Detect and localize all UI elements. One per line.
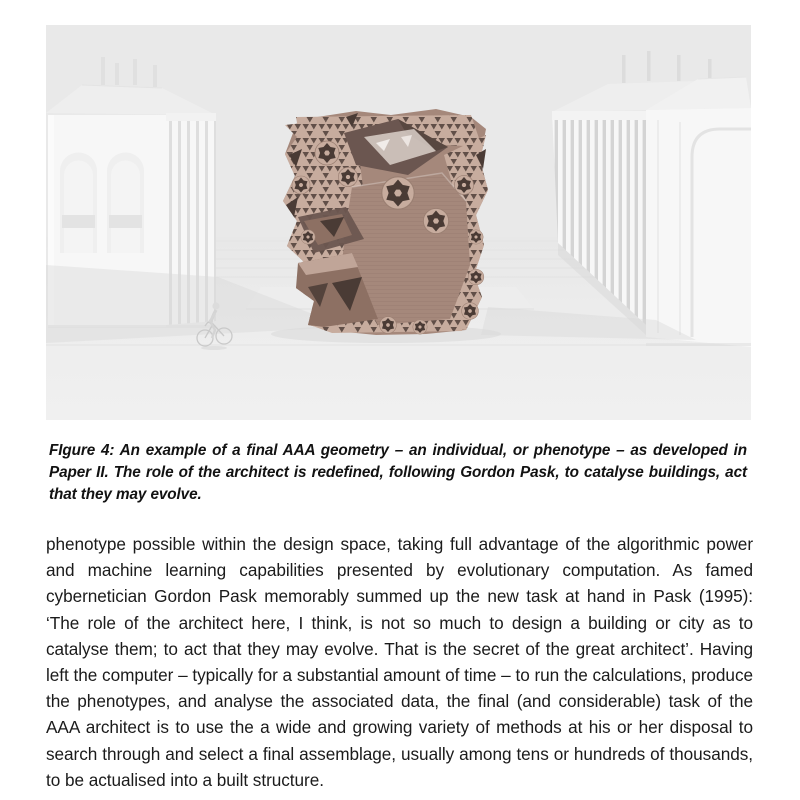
rider-head bbox=[212, 302, 219, 309]
figure-caption: FIgure 4: An example of a final AAA geometry – an individual, or phenotype – as developed in Paper II. The role of the architect is redefined, following Gordon Pask, to catalyse buildings, act that they may evolve. bbox=[49, 442, 747, 503]
render-svg bbox=[46, 25, 751, 420]
arched-niche bbox=[60, 153, 97, 254]
right-facade bbox=[646, 108, 751, 347]
arched-niche bbox=[107, 153, 144, 254]
figure-image bbox=[46, 25, 751, 420]
body-paragraph: phenotype possible within the design space, taking full advantage of the algorithmic power and machine learning capabilities presented by evolutionary computation. As famed cybernetician Gordon Pask memorably summed up the new task at hand in Pask (1995): ‘The role of the architect here, I think, is not so much to design a building or city as to catalyse them; to act that they may evolve. That is the secret of the great architect’. Having left the computer – typically for a substantial amount of time – to run the calculations, produce the phenotypes, and analyse the associated data, the final (and considerable) task of the AAA architect is to use the a wide and growing variety of methods at his or her disposal to search through and select a final assemblage, usually among tens or hundreds of thousands, to be actualised into a built structure. bbox=[46, 534, 753, 790]
